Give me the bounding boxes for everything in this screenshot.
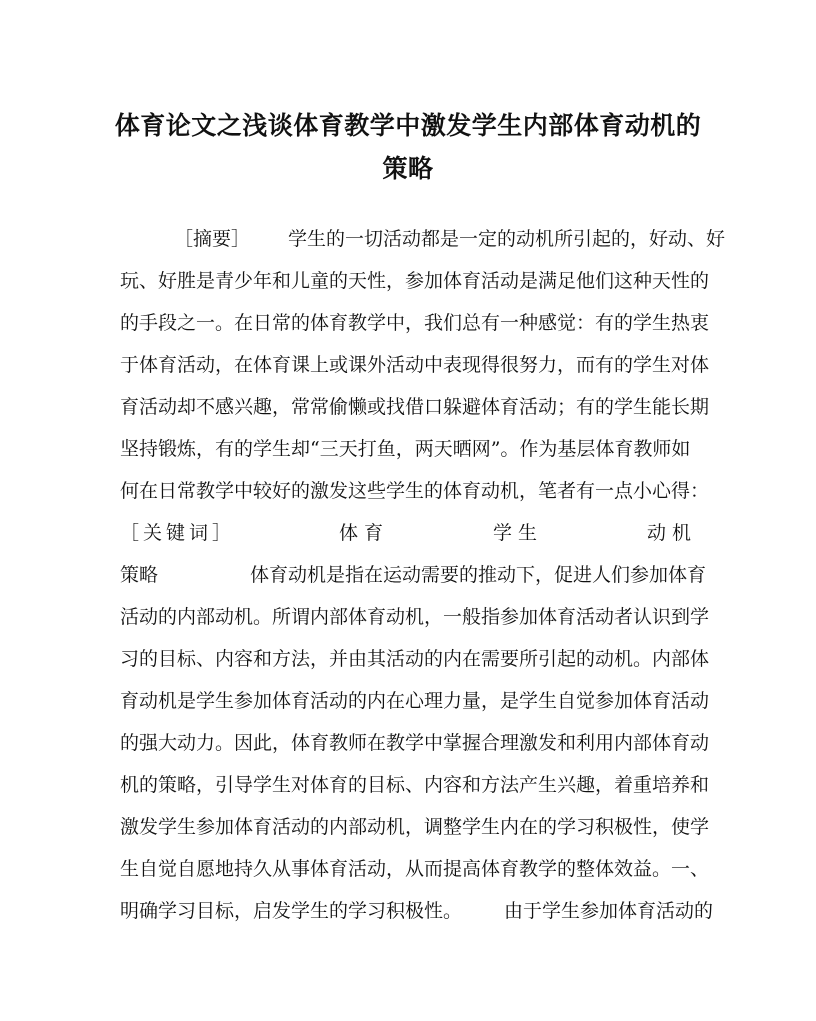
keyword-item: 动机 bbox=[646, 522, 697, 544]
paragraph-line: 何在日常教学中较好的激发这些学生的体育动机，笔者有一点小心得： bbox=[120, 480, 710, 502]
paragraph-line: 机的策略，引导学生对体育的目标、内容和方法产生兴趣，着重培养和 bbox=[120, 774, 710, 796]
paragraph-line: 育动机是学生参加体育活动的内在心理力量，是学生自觉参加体育活动 bbox=[120, 690, 710, 712]
abstract-label: ［摘要］ bbox=[174, 228, 251, 250]
paragraph-line: 习的目标、内容和方法，并由其活动的内在需要所引起的动机。内部体 bbox=[120, 648, 710, 670]
section-heading: 明确学习目标，启发学生的学习积极性。 bbox=[120, 900, 463, 922]
abstract-text: 学生的一切活动都是一定的动机所引起的，好动、好 bbox=[288, 228, 726, 250]
keyword-item: 策略 bbox=[120, 564, 159, 586]
document-title-line1: 体育论文之浅谈体育教学中激发学生内部体育动机的 bbox=[114, 111, 702, 140]
body-first-line bbox=[120, 562, 707, 588]
paragraph-line: 的强大动力。因此，体育教师在教学中掌握合理激发和利用内部体育动 bbox=[120, 732, 710, 754]
body-text: 由于学生参加体育活动的 bbox=[504, 900, 714, 922]
keyword-item: 学生 bbox=[492, 522, 543, 544]
keyword-item: 体育 bbox=[338, 522, 389, 544]
paragraph-line: 活动的内部动机。所谓内部体育动机，一般指参加体育活动者认识到学 bbox=[120, 606, 710, 628]
paragraph-line: 激发学生参加体育活动的内部动机，调整学生内在的学习积极性，使学 bbox=[120, 816, 710, 838]
paragraph-line: 于体育活动，在体育课上或课外活动中表现得很努力，而有的学生对体 bbox=[120, 354, 710, 376]
paragraph-last-line bbox=[120, 898, 714, 924]
abstract-first-line bbox=[174, 226, 726, 252]
keywords-row bbox=[120, 520, 697, 546]
paragraph-line: 育活动却不感兴趣，常常偷懒或找借口躲避体育活动；有的学生能长期 bbox=[120, 396, 710, 418]
paragraph-line: 生自觉自愿地持久从事体育活动，从而提高体育教学的整体效益。一、 bbox=[120, 858, 710, 880]
keywords-label: ［关键词］ bbox=[120, 522, 236, 544]
paragraph-line: 的手段之一。在日常的体育教学中，我们总有一种感觉：有的学生热衷 bbox=[120, 312, 710, 334]
document-title-line2: 策略 bbox=[382, 154, 434, 183]
paragraph-line: 玩、好胜是青少年和儿童的天性，参加体育活动是满足他们这种天性的 bbox=[120, 270, 710, 292]
body-text: 体育动机是指在运动需要的推动下，促进人们参加体育 bbox=[250, 564, 707, 586]
paragraph-line: 坚持锻炼，有的学生却“三天打鱼，两天晒网”。作为基层体育教师如 bbox=[120, 438, 691, 460]
